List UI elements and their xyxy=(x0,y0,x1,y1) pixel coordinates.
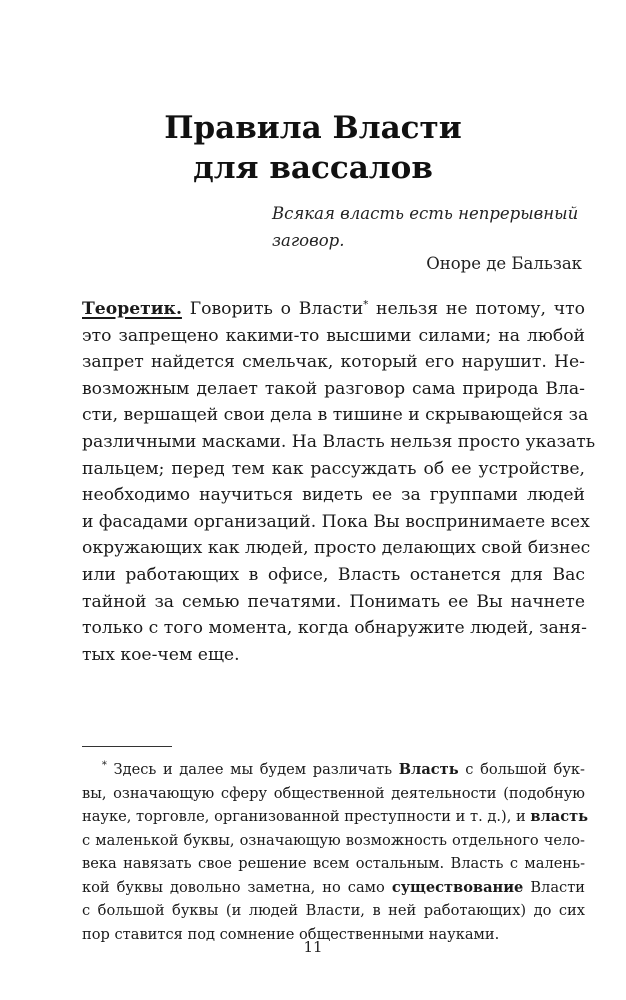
footnote-divider xyxy=(82,746,172,747)
footnote-bold-term: существование xyxy=(391,878,524,896)
footnote-bold-term: власть xyxy=(530,808,589,825)
body-line: тайной за семью печатями. Понимать ее Вы начнете xyxy=(82,591,585,612)
footnote-text: кой буквы довольно заметна, но само xyxy=(82,878,392,896)
footnote-text: науке, торговле, организованной преступности и т. д.), и xyxy=(82,808,531,825)
chapter-title-line-2: для вассалов xyxy=(193,150,433,186)
body-line: или работающих в офисе, Власть останется для Вас xyxy=(82,564,585,585)
body-line: возможным делает такой разговор сама природа Вла- xyxy=(82,378,585,399)
epigraph-quote: Всякая власть есть непрерывный заговор. xyxy=(272,204,579,250)
chapter-title xyxy=(0,108,626,188)
footnote-line: с маленькой буквы, означающую возможность отдельного чело- xyxy=(82,831,585,849)
footnote-line: с большой буквы (и людей Власти, в ней работающих) до сих xyxy=(82,902,585,919)
footnote xyxy=(82,758,589,946)
footnote-bold-term: Власть xyxy=(398,761,459,778)
footnote-marker: * xyxy=(363,299,369,311)
body-line-text: нельзя не потому, что xyxy=(368,299,585,319)
body-line: различными масками. На Власть нельзя просто указать xyxy=(82,431,596,452)
footnote-line: вы, означающую сферу общественной деятельности (подобную xyxy=(82,784,585,802)
footnote-line xyxy=(82,758,585,782)
body-paragraph xyxy=(82,296,596,668)
footnote-text: с большой бук- xyxy=(458,761,585,778)
footnote-text: Здесь и далее мы будем различать xyxy=(106,761,399,778)
footnote-line xyxy=(82,876,585,900)
body-line: необходимо научиться видеть ее за группами людей xyxy=(82,485,585,506)
body-line: тых кое-чем еще. xyxy=(82,644,240,665)
page-number: 11 xyxy=(303,938,323,956)
chapter-title-line-1: Правила Власти xyxy=(164,110,462,146)
body-line: и фасадами организаций. Пока Вы воспринимаете всех xyxy=(82,511,590,532)
lead-word: Теоретик. xyxy=(82,299,182,319)
footnote-text: Власти xyxy=(523,878,586,896)
body-line: это запрещено какими-то высшими силами; на любой xyxy=(82,325,585,346)
body-line: пальцем; перед тем как рассуждать об ее устройстве, xyxy=(82,458,585,479)
body-line: запрет найдется смельчак, который его нарушит. Не- xyxy=(82,352,585,373)
body-line-text: Говорить о Власти xyxy=(181,299,364,319)
epigraph-author: Оноре де Бальзак xyxy=(426,254,582,273)
footnote-line: века навязать свое решение всем остальным. Власть с малень- xyxy=(82,855,585,872)
body-line xyxy=(82,296,585,323)
footnote-marker: * xyxy=(101,760,107,772)
body-line: сти, вершащей свои дела в тишине и скрывающейся за xyxy=(82,405,589,426)
body-line: только с того момента, когда обнаружите людей, заня- xyxy=(82,618,587,639)
footnote-line: пор ставится под сомнение общественными науками. xyxy=(82,925,500,943)
body-line: окружающих как людей, просто делающих свой бизнес xyxy=(82,538,591,559)
footnote-line xyxy=(82,805,589,829)
